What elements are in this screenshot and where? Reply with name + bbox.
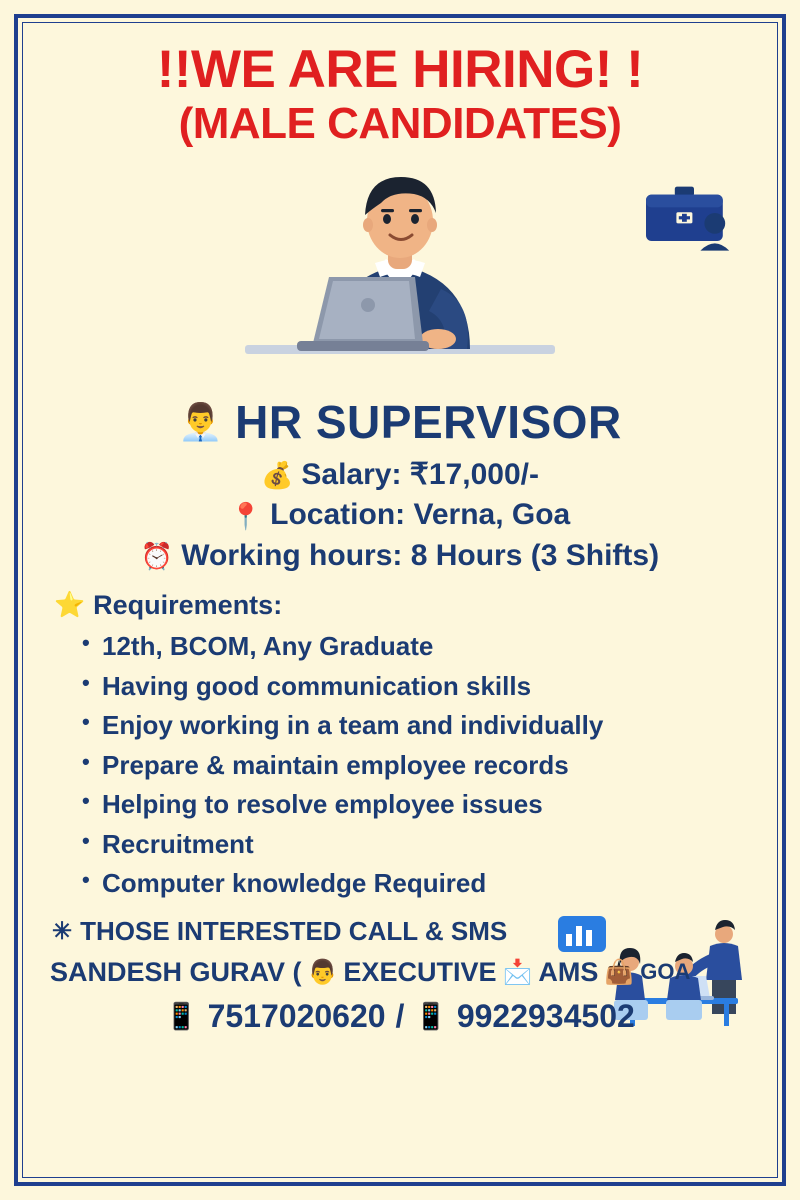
list-item: • Enjoy working in a team and individually — [102, 706, 752, 746]
contact-city: GOA — [640, 959, 691, 985]
fact-working-hours — [48, 536, 752, 577]
requirements-heading-label: Requirements: — [93, 590, 283, 621]
list-item: • Computer knowledge Required — [102, 864, 752, 904]
requirements-heading — [54, 590, 752, 621]
phone-numbers — [48, 998, 752, 1035]
location-pin-icon: 📍 — [229, 500, 263, 531]
money-bag-icon: 💰 — [261, 460, 294, 491]
list-item: • Having good communication skills — [102, 667, 752, 707]
job-title: HR SUPERVISOR — [235, 395, 622, 448]
working-hours-text: Working hours: 8 Hours (3 Shifts) — [181, 538, 660, 572]
mobile-phone-icon: 📱 — [414, 1000, 447, 1031]
contact-company: AMS — [538, 956, 599, 987]
call-sms-text: THOSE INTERESTED CALL & SMS — [80, 915, 508, 946]
job-title-row — [48, 395, 752, 449]
contact-name-prefix: SANDESH GURAV ( — [50, 956, 302, 987]
headline-line-2: (MALE CANDIDATES) — [178, 99, 622, 149]
requirements-list — [48, 627, 752, 904]
hero-illustration-area — [48, 153, 752, 393]
headline-line-1: !!WE ARE HIRING! ! — [156, 40, 644, 99]
fact-location — [48, 495, 752, 536]
contact-block — [48, 916, 752, 1035]
list-item: • Prepare & maintain employee records — [102, 746, 752, 786]
salary-text: Salary: ₹17,000/- — [301, 457, 539, 491]
purse-icon: 👜 — [604, 958, 635, 986]
person-office-worker-icon: 👨‍💼 — [178, 400, 224, 442]
briefcase-icon — [638, 177, 734, 257]
eight-spoked-asterisk-icon: ✳ — [52, 917, 73, 945]
list-item: • 12th, BCOM, Any Graduate — [102, 627, 752, 667]
list-item: • Helping to resolve employee issues — [102, 785, 752, 825]
contact-role: EXECUTIVE — [343, 956, 497, 987]
phone-separator: / — [395, 997, 405, 1034]
fact-salary — [48, 455, 752, 496]
man-icon: 👨 — [307, 958, 338, 986]
contact-name-line — [50, 957, 752, 988]
phone-number-1[interactable]: 7517020620 — [207, 997, 386, 1034]
list-item: • Recruitment — [102, 825, 752, 865]
alarm-clock-icon: ⏰ — [140, 541, 174, 572]
mobile-phone-icon: 📱 — [165, 1000, 198, 1031]
star-icon: ⭐ — [54, 591, 86, 620]
businessman-illustration — [235, 153, 565, 393]
location-text: Location: Verna, Goa — [270, 498, 571, 532]
call-sms-line — [52, 916, 752, 947]
phone-number-2[interactable]: 9922934502 — [456, 997, 635, 1034]
envelope-icon: 📩 — [502, 958, 533, 986]
page-title — [48, 42, 752, 147]
job-facts — [48, 455, 752, 577]
poster-content — [14, 14, 786, 1186]
